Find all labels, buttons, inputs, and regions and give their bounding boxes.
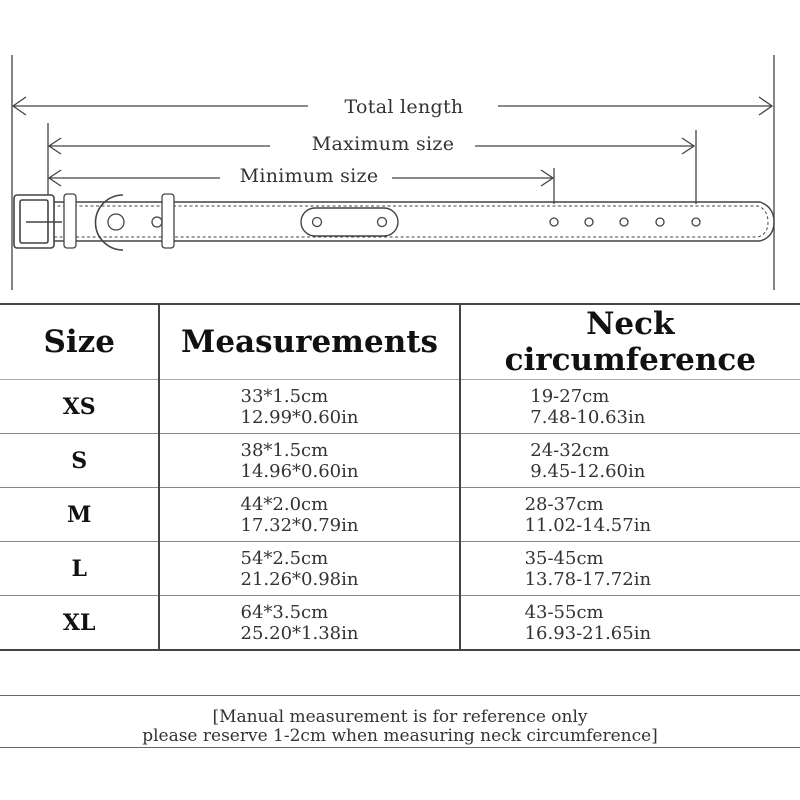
neck-in: 7.48-10.63in — [530, 406, 646, 428]
neck-cm: 19-27cm — [530, 385, 610, 407]
measurement-cell — [159, 488, 459, 542]
table-header-row — [0, 304, 800, 380]
measurement-note — [0, 695, 800, 748]
measurement-values — [241, 602, 359, 644]
keeper-loop-2 — [162, 194, 174, 248]
measurement-values — [241, 440, 359, 482]
size-chart-table — [0, 303, 800, 651]
table-row — [0, 488, 800, 542]
collar-strap-icon — [48, 202, 774, 241]
measurement-values — [241, 494, 359, 536]
neck-values — [525, 494, 652, 536]
name-plate-icon — [301, 208, 398, 236]
neck-values — [525, 602, 652, 644]
neck-circumference-cell — [460, 380, 800, 434]
table-row — [0, 380, 800, 434]
neck-cm: 43-55cm — [524, 601, 604, 623]
neck-cm: 28-37cm — [524, 493, 604, 515]
keeper-loop-1 — [64, 194, 76, 248]
measurement-in: 14.96*0.60in — [240, 460, 359, 482]
note-line-2: please reserve 1-2cm when measuring neck circumference] — [142, 726, 658, 746]
measurement-cell — [159, 380, 459, 434]
total-length-label: Total length — [344, 96, 464, 118]
table-row — [0, 434, 800, 488]
collar-measurement-diagram — [0, 0, 800, 290]
hole-icon — [550, 218, 558, 226]
note-line-1: [Manual measurement is for reference only — [212, 707, 588, 727]
measurement-in: 17.32*0.79in — [240, 514, 359, 536]
maximum-size-label: Maximum size — [311, 133, 455, 155]
hole-icon — [656, 218, 664, 226]
neck-in: 9.45-12.60in — [530, 460, 646, 482]
size-cell: XS — [0, 380, 159, 434]
table-row — [0, 596, 800, 651]
neck-in: 13.78-17.72in — [524, 568, 652, 590]
measurement-cell — [159, 434, 459, 488]
neck-values — [525, 548, 652, 590]
neck-values — [530, 440, 645, 482]
measurement-in: 21.26*0.98in — [240, 568, 359, 590]
measurement-cell — [159, 542, 459, 596]
neck-cm: 24-32cm — [530, 439, 610, 461]
size-cell: L — [0, 542, 159, 596]
hole-icon — [692, 218, 700, 226]
measurement-cm: 54*2.5cm — [240, 547, 329, 569]
measurement-cm: 38*1.5cm — [240, 439, 329, 461]
neck-circumference-cell — [460, 596, 800, 651]
measurement-values — [241, 386, 359, 428]
neck-in: 16.93-21.65in — [524, 622, 652, 644]
neck-in: 11.02-14.57in — [524, 514, 652, 536]
measurement-cell — [159, 596, 459, 651]
table-row — [0, 542, 800, 596]
measurement-cm: 33*1.5cm — [240, 385, 329, 407]
size-cell: S — [0, 434, 159, 488]
header-size: Size — [0, 304, 159, 380]
neck-circumference-cell — [460, 434, 800, 488]
size-cell: M — [0, 488, 159, 542]
measurement-values — [241, 548, 359, 590]
hole-icon — [620, 218, 628, 226]
measurement-in: 25.20*1.38in — [240, 622, 359, 644]
header-measurements: Measurements — [159, 304, 459, 380]
neck-values — [530, 386, 645, 428]
size-cell: XL — [0, 596, 159, 651]
neck-circumference-cell — [460, 542, 800, 596]
buckle-icon — [14, 195, 62, 248]
header-neck-circumference: Neck circumference — [460, 304, 800, 380]
minimum-size-label: Minimum size — [239, 165, 379, 187]
measurement-cm: 44*2.0cm — [240, 493, 329, 515]
d-ring-icon — [96, 195, 162, 250]
adjustment-holes — [550, 218, 700, 226]
measurement-in: 12.99*0.60in — [240, 406, 359, 428]
neck-cm: 35-45cm — [524, 547, 604, 569]
measurement-cm: 64*3.5cm — [240, 601, 329, 623]
neck-circumference-cell — [460, 488, 800, 542]
hole-icon — [585, 218, 593, 226]
